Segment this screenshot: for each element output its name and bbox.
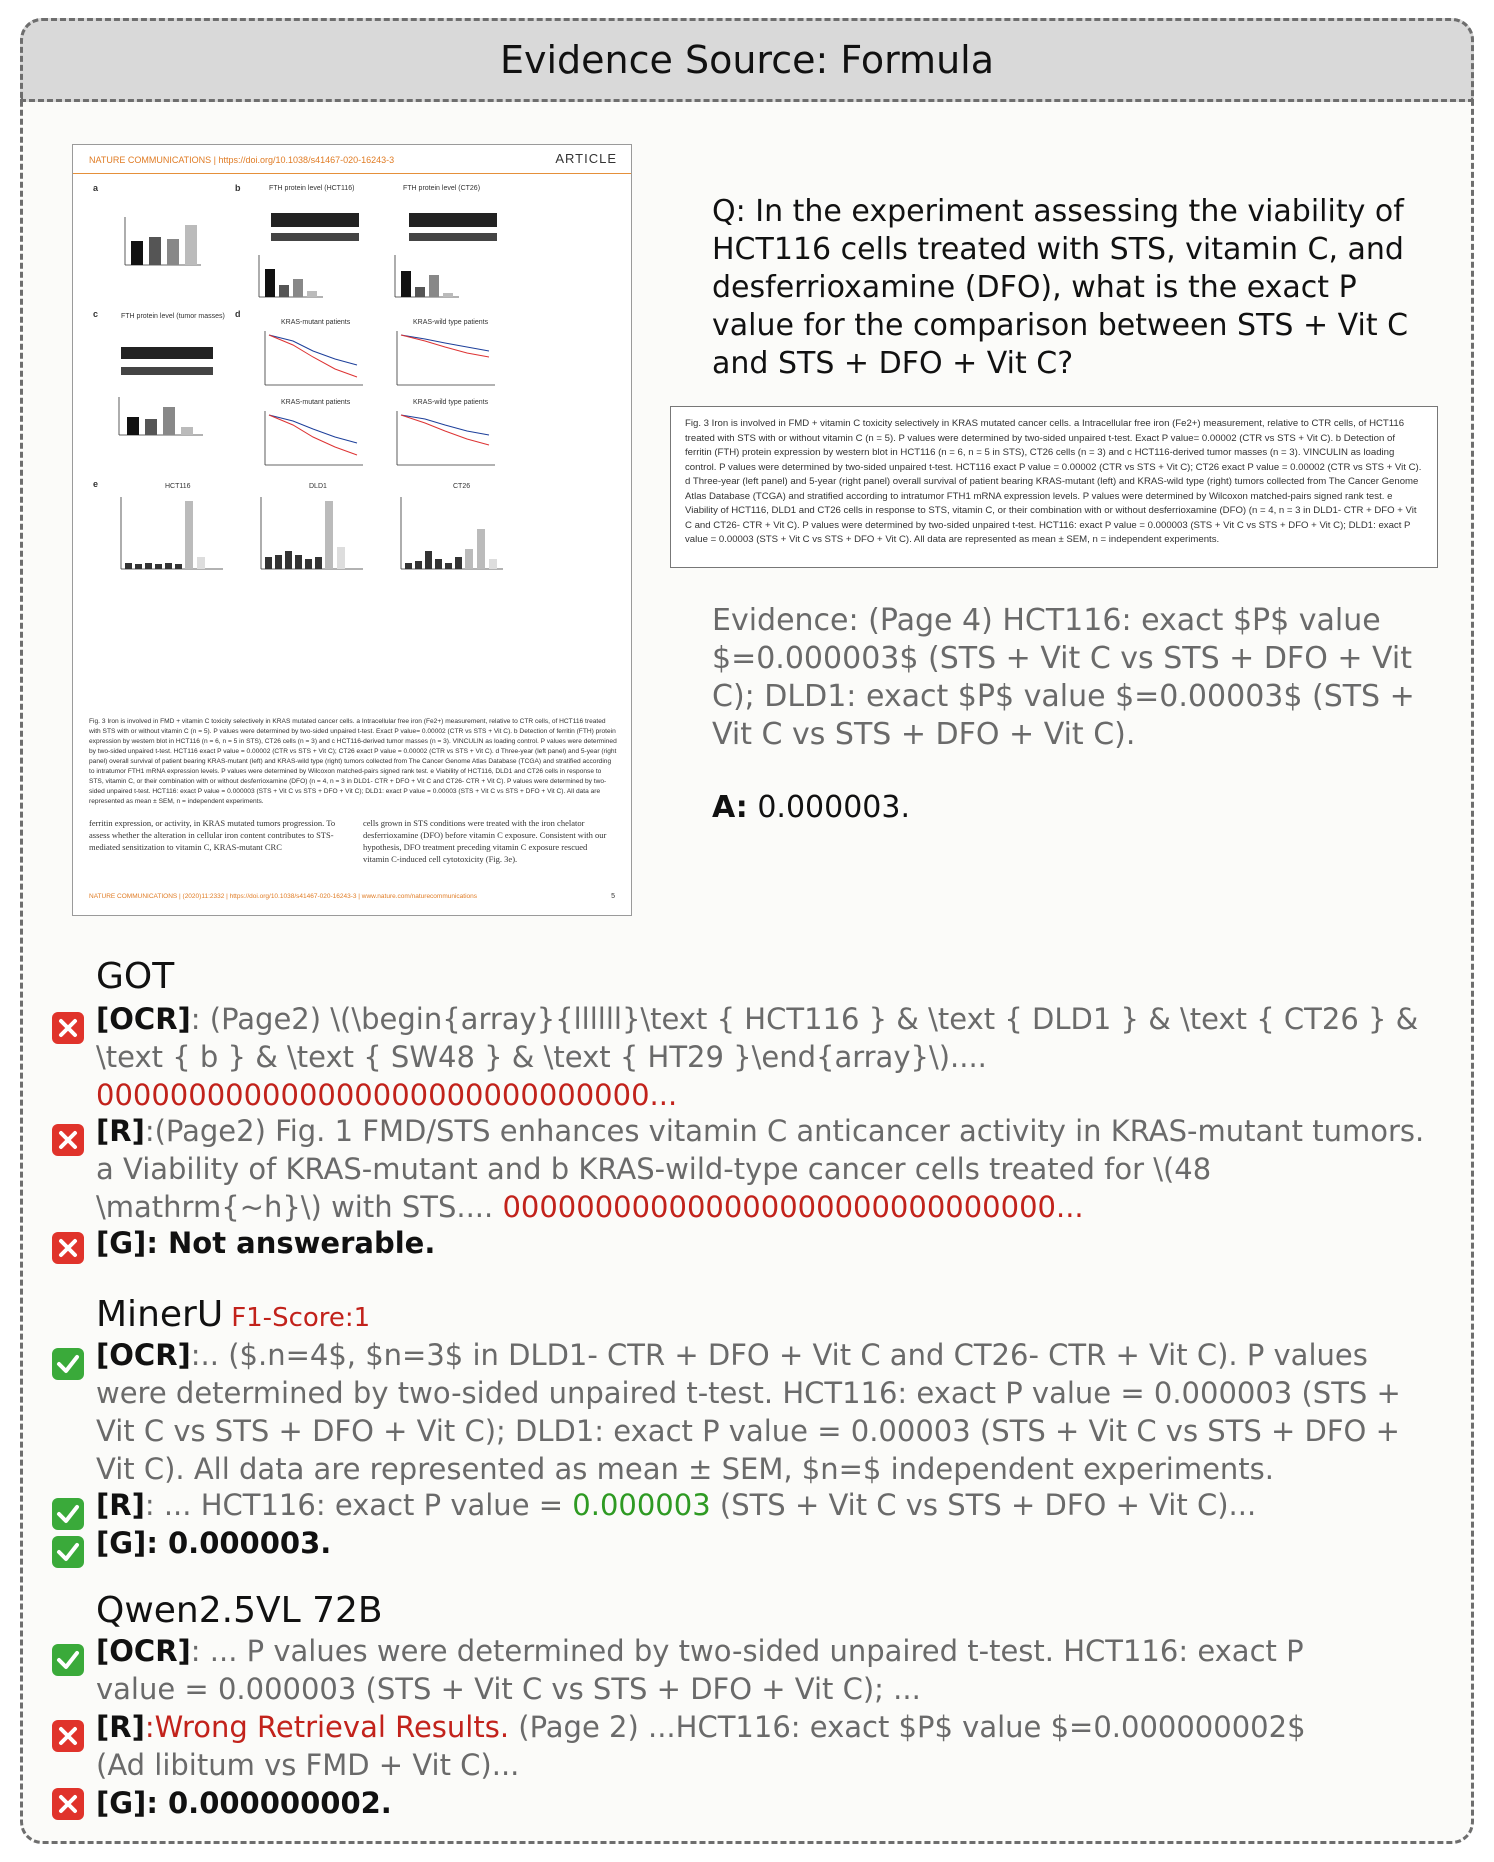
panel-d1-title: KRAS-mutant patients <box>281 319 351 326</box>
question-text: Q: In the experiment assessing the viability of HCT116 cells treated with STS, vitamin C, and desferrioxamine (DFO), what is the exact P value for the comparison between STS + Vit C and STS + DFO + Vit C? <box>712 194 1409 381</box>
panel-b1-title: FTH protein level (HCT116) <box>269 185 355 192</box>
panel-letter-d: d <box>235 309 241 319</box>
cross-mark-icon <box>52 1788 84 1820</box>
check-mark-icon <box>52 1536 84 1568</box>
panel-d3-title: KRAS-mutant patients <box>281 399 351 406</box>
panel-e1-title: HCT116 <box>165 483 191 490</box>
panel-letter-c: c <box>93 309 99 319</box>
check-mark-icon <box>52 1498 84 1530</box>
panel-d2-title: KRAS-wild type patients <box>413 319 489 326</box>
panel-letter-a: a <box>93 183 99 193</box>
mineru-ocr-row: [OCR]:.. ($.n=4$, $n=3$ in DLD1- CTR + DFO + Vit C and CT26- CTR + Vit C). P values were determined by two-sided unpaired t-test. HCT116: exact P value = 0.000003 (STS + Vit C vs STS + DFO + Vit C); DLD1: exact P value = 0.00003 (STS + Vit C vs STS + DFO + Vit C). All data are represented as mean ± SEM, $n=$ independent experiments. <box>96 1338 1401 1486</box>
panel-c-title: FTH protein level (tumor masses) <box>121 313 225 320</box>
page-title: Evidence Source: Formula <box>20 18 1474 102</box>
panel-letter-b: b <box>235 183 241 193</box>
paper-figure-graphics <box>73 145 632 725</box>
panel-e2-title: DLD1 <box>309 483 327 490</box>
answer <box>712 790 910 825</box>
qwen-retrieval-row: [R]:Wrong Retrieval Results. (Page 2) ...HCT116: exact $P$ value $=0.000000002$ (Ad libitum vs FMD + Vit C)... <box>96 1710 1306 1782</box>
check-mark-icon <box>52 1644 84 1676</box>
paper-page-thumbnail <box>72 144 632 916</box>
mineru-generation-row: [G]: 0.000003. <box>96 1526 332 1560</box>
panel-b2-title: FTH protein level (CT26) <box>403 185 481 192</box>
evidence-text: Evidence: (Page 4) HCT116: exact $P$ value $=0.000003$ (STS + Vit C vs STS + DFO + Vit C); DLD1: exact $P$ value $=0.00003$ (STS + Vit C vs STS + DFO + Vit C). <box>712 603 1415 752</box>
panel-d4-title: KRAS-wild type patients <box>413 399 489 406</box>
model-title-mineru: MinerU F1-Score:1 <box>96 1294 371 1335</box>
qwen-generation-row: [G]: 0.000000002. <box>96 1786 392 1820</box>
paper-page-number: 5 <box>611 893 615 900</box>
article-label: ARTICLE <box>555 151 617 166</box>
check-mark-icon <box>52 1348 84 1380</box>
paper-figure-caption: Fig. 3 Iron is involved in FMD + vitamin C toxicity selectively in KRAS mutated cancer cells. a Intracellular free iron (Fe2+) measurement, relative to CTR cells, of HCT116 treated with STS with or without vitamin C (n = 5). P values were determined by two-sided unpaired t-test. Exact P value= 0.00002 (CTR vs STS + Vit C). b Detection of ferritin (FTH) protein expression by western blot in HCT116 (n = 6, n = 5 in STS), CT26 cells (n = 3) and c HCT116-derived tumor masses (n = 3). VINCULIN as loading control. P values were determined by two-sided unpaired t-test. HCT116 exact P value = 0.00002 (CTR vs STS + Vit C); CT26 exact P value = 0.00002 (CTR vs STS + Vit C). d Three-year (left panel) and 5-year (right panel) overall survival of patient bearing KRAS-mutant (left) and KRAS-wild type (right) tumors collected from The Cancer Genome Atlas Database (TCGA) and stratified according to intratumor FTH1 mRNA expression levels. P values were determined by Wilcoxon matched-pairs signed rank test. e Viability of HCT116, DLD1 and CT26 cells in response to STS, vitamin C, or their combination with or without desferrioxamine (DFO) (n = 4, n = 3 in DLD1- CTR + DFO + Vit C and CT26- CTR + Vit C). P values were determined by two-sided unpaired t-test. HCT116: exact P value = 0.000003 (STS + Vit C vs STS + DFO + Vit C); DLD1: exact P value = 0.00003 (STS + Vit C vs STS + DFO + Vit C). All data are represented as mean ± SEM, n = independent experiments. <box>89 718 617 805</box>
cross-mark-icon <box>52 1124 84 1156</box>
model-title-qwen: Qwen2.5VL 72B <box>96 1590 383 1631</box>
cross-mark-icon <box>52 1012 84 1044</box>
answer-label: A: <box>712 790 748 825</box>
model-title-got: GOT <box>96 956 175 997</box>
cross-mark-icon <box>52 1720 84 1752</box>
qwen-ocr-row: [OCR]: ... P values were determined by two-sided unpaired t-test. HCT116: exact P value = 0.000003 (STS + Vit C vs STS + DFO + Vit C); ... <box>96 1634 1304 1706</box>
mineru-retrieval-row: [R]: ... HCT116: exact P value = 0.000003 (STS + Vit C vs STS + DFO + Vit C)... <box>96 1488 1257 1522</box>
panel-e3-title: CT26 <box>453 483 471 490</box>
cross-mark-icon <box>52 1232 84 1264</box>
got-retrieval-row: [R]:(Page2) Fig. 1 FMD/STS enhances vitamin C anticancer activity in KRAS-mutant tumors. a Viability of KRAS-mutant and b KRAS-wild-type cancer cells treated for \(48 \mathrm{~h}\) with STS.... 000000000000000000000000000000... <box>96 1114 1425 1224</box>
paper-footer: NATURE COMMUNICATIONS | (2020)11:2332 | https://doi.org/10.1038/s41467-020-16243-3 | www.nature.com/naturecommunications <box>89 893 478 900</box>
journal-header: NATURE COMMUNICATIONS | https://doi.org/10.1038/s41467-020-16243-3 <box>89 155 395 165</box>
paper-body-right: cells grown in STS conditions were treated with the iron chelator desferrioxamine (DFO) before vitamin C exposure. Consistent with our hypothesis, DFO treatment preceding vitamin C exposure rescued vitamin C-induced cell cytotoxicity (Fig. 3e). <box>363 818 607 864</box>
caption-crop: Fig. 3 Iron is involved in FMD + vitamin C toxicity selectively in KRAS mutated cancer cells. a Intracellular free iron (Fe2+) measurement, relative to CTR cells, of HCT116 treated with STS with or without vitamin C (n = 5). P values were determined by two-sided unpaired t-test. Exact P value= 0.00002 (CTR vs STS + Vit C). b Detection of ferritin (FTH) protein expression by western blot in HCT116 (n = 6, n = 5 in STS), CT26 cells (n = 3) and c HCT116-derived tumor masses (n = 3). VINCULIN as loading control. P values were determined by two-sided unpaired t-test. HCT116 exact P value = 0.00002 (CTR vs STS + Vit C); CT26 exact P value = 0.00002 (CTR vs STS + Vit C). d Three-year (left panel) and 5-year (right panel) overall survival of patient bearing KRAS-mutant (left) and KRAS-wild type (right) tumors collected from The Cancer Genome Atlas Database (TCGA) and stratified according to intratumor FTH1 mRNA expression levels. P values were determined by Wilcoxon matched-pairs signed rank test. e Viability of HCT116, DLD1 and CT26 cells in response to STS, vitamin C, or their combination with or without desferrioxamine (DFO) (n = 4, n = 3 in DLD1- CTR + DFO + Vit C and CT26- CTR + Vit C). P values were determined by two-sided unpaired t-test. HCT116: exact P value = 0.000003 (STS + Vit C vs STS + DFO + Vit C); DLD1: exact P value = 0.00003 (STS + Vit C vs STS + DFO + Vit C). All data are represented as mean ± SEM, n = independent experiments. <box>670 406 1438 568</box>
f1-score: F1-Score:1 <box>231 1303 371 1333</box>
panel-letter-e: e <box>93 479 99 489</box>
answer-value: 0.000003. <box>757 790 911 825</box>
got-ocr-row: [OCR]: (Page2) \(\begin{array}{llllll}\text { HCT116 } & \text { DLD1 } & \text { CT26 } & \text { b } & \text { SW48 } & \text { HT29 }\end{array}\).... 000000000000000000000000000000... <box>96 1002 1419 1112</box>
paper-body-left: ferritin expression, or activity, in KRAS mutated tumors progression. To assess whether the alteration in cellular iron content contributes to STS-mediated sensitization to vitamin C, KRAS-mutant CRC <box>89 818 336 852</box>
got-generation-row: [G]: Not answerable. <box>96 1226 436 1260</box>
